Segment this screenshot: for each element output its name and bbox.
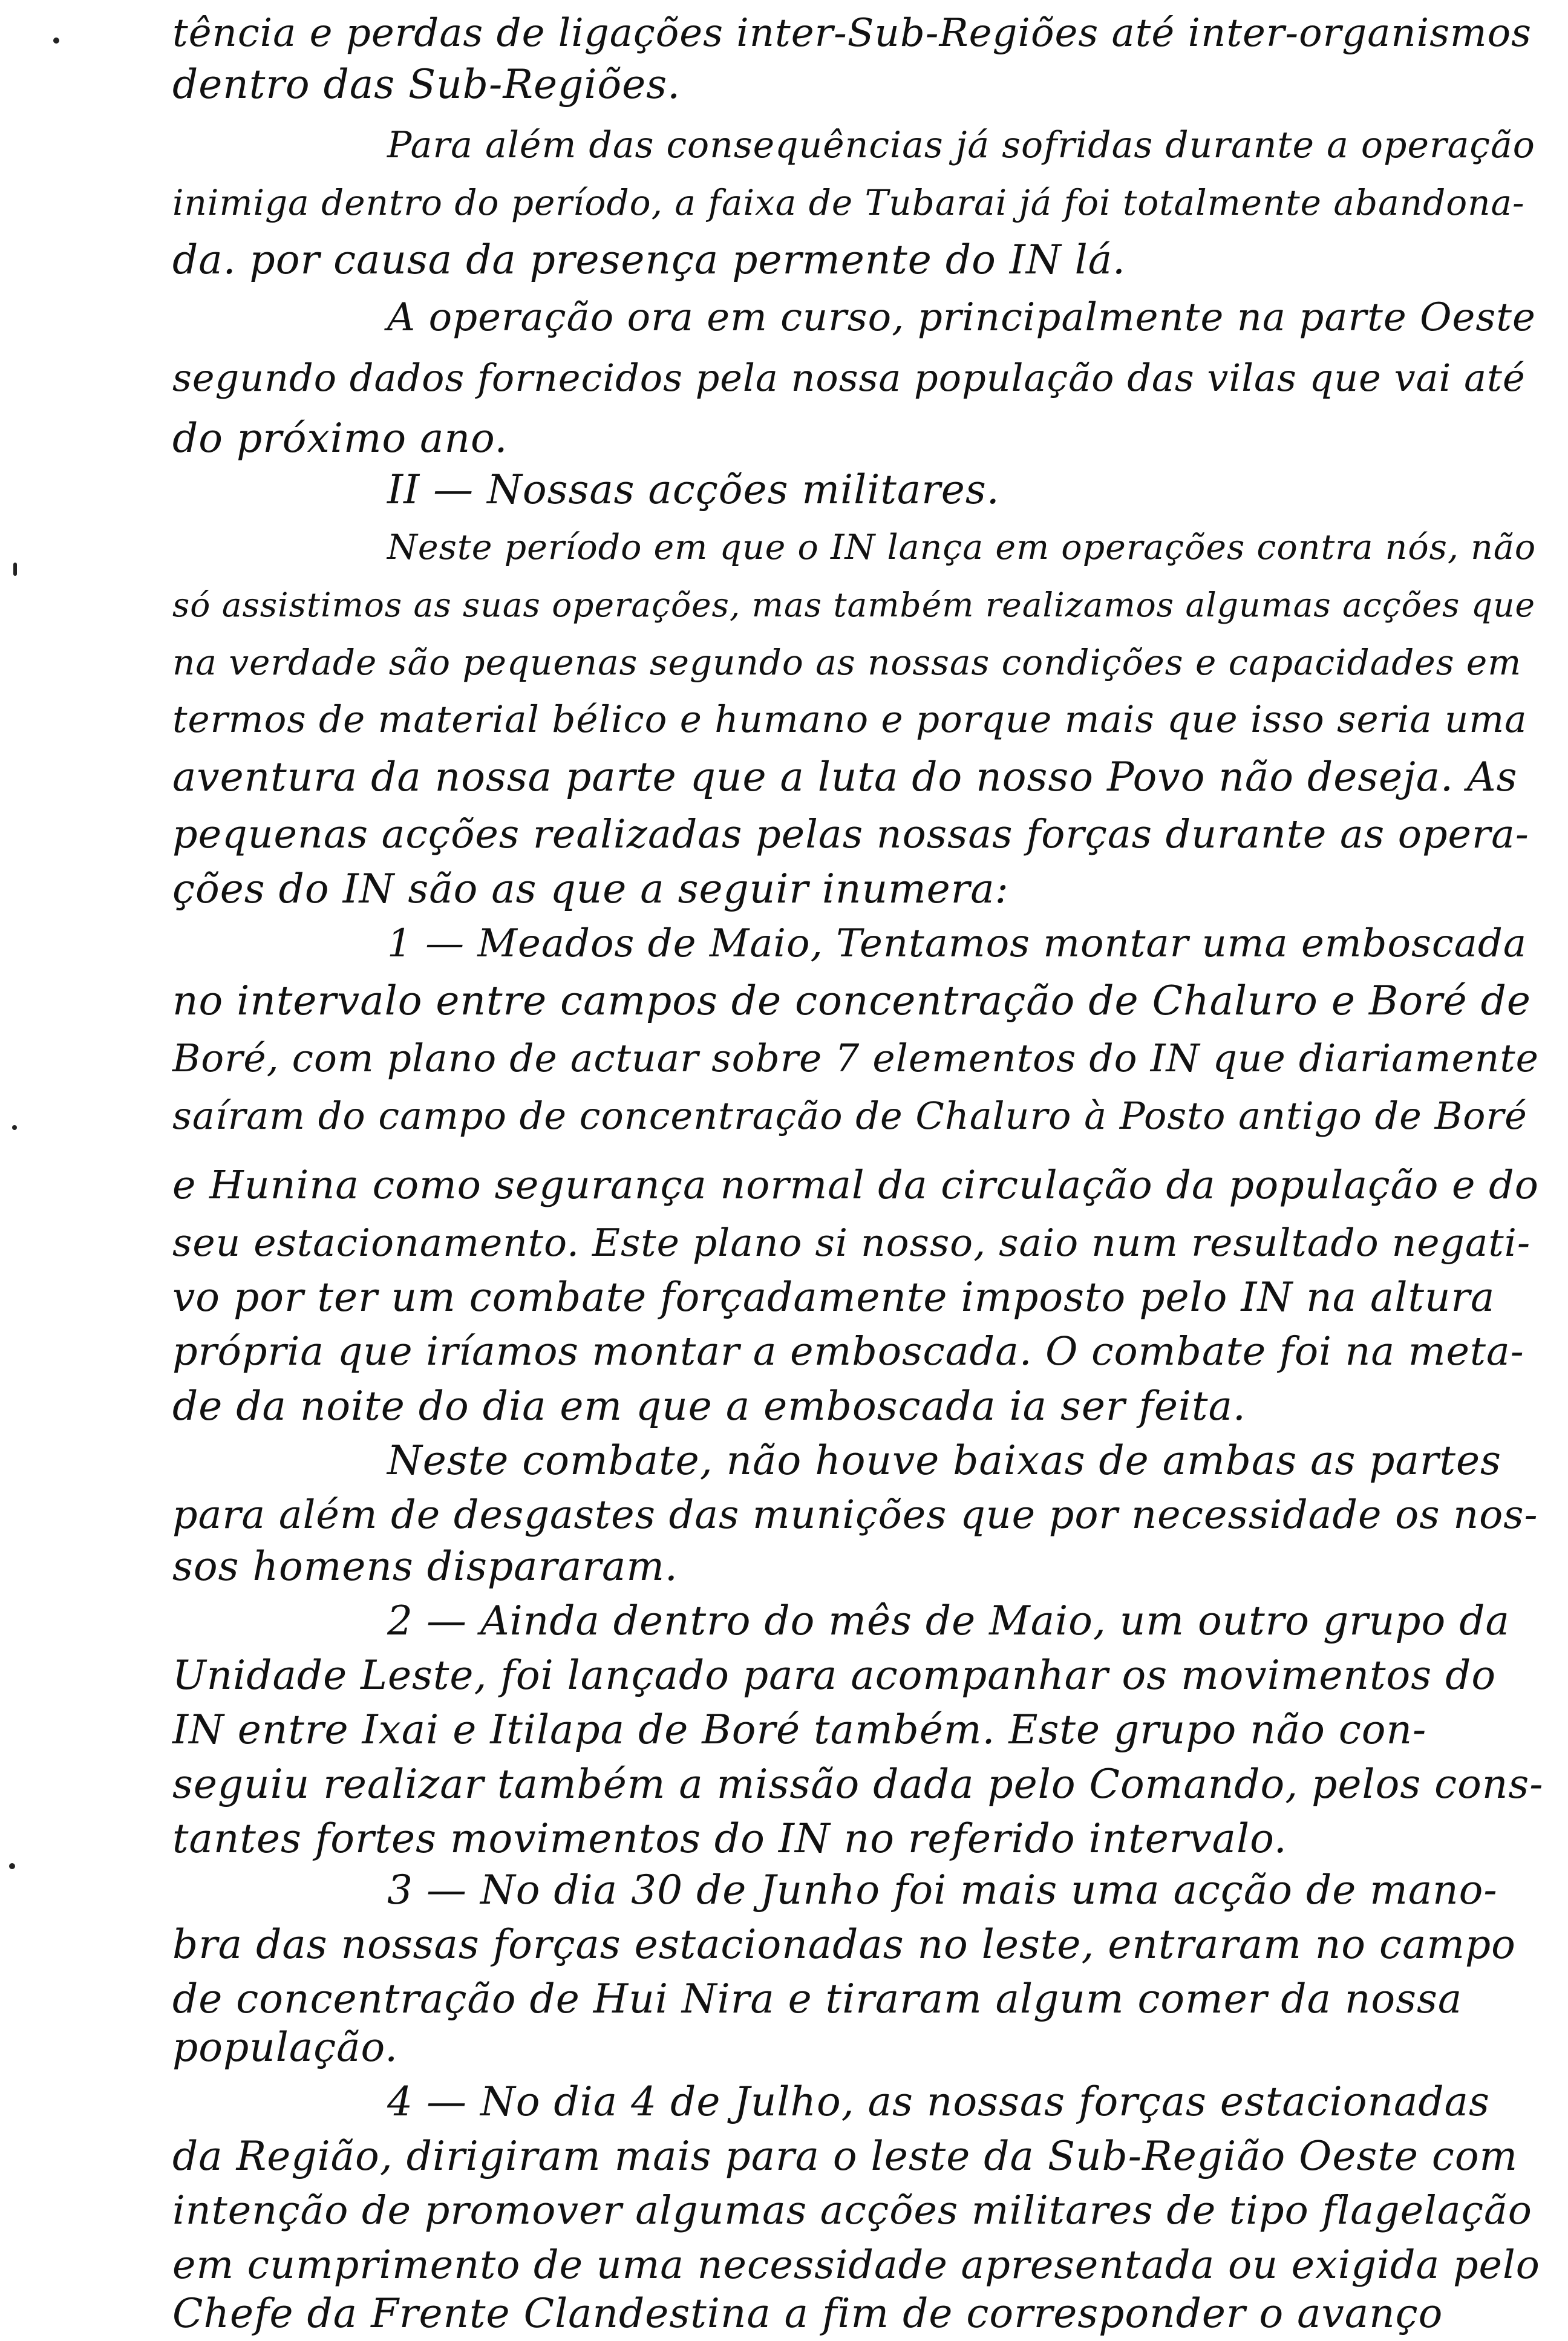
- text-line: no intervalo entre campos de concentração de Chaluro e Boré de: [172, 978, 1531, 1024]
- text-line: própria que iríamos montar a emboscada. O combate foi na meta-: [172, 1329, 1524, 1374]
- text-line: intenção de promover algumas acções militares de tipo flagelação: [172, 2188, 1532, 2233]
- text-line: seguiu realizar também a missão dada pelo Comando, pelos cons-: [172, 1761, 1544, 1807]
- text-line: Neste combate, não houve baixas de ambas as partes: [387, 1437, 1501, 1484]
- text-line: A operação ora em curso, principalmente na parte Oeste: [387, 295, 1536, 340]
- text-line: só assistimos as suas operações, mas também realizamos algumas acções que: [172, 586, 1536, 624]
- text-line: na verdade são pequenas segundo as nossas condições e capacidades em: [172, 642, 1522, 683]
- text-line: em cumprimento de uma necessidade apresentada ou exigida pelo: [172, 2242, 1540, 2288]
- text-line: aventura da nossa parte que a luta do nosso Povo não deseja. As: [172, 754, 1518, 800]
- text-line: IN entre Ixai e Itilapa de Boré também. Este grupo não con-: [172, 1706, 1427, 1753]
- text-line: ções do IN são as que a seguir inumera:: [172, 866, 1009, 912]
- text-line: Boré, com plano de actuar sobre 7 elementos do IN que diariamente: [172, 1036, 1539, 1080]
- text-line: do próximo ano.: [172, 415, 508, 462]
- text-line: inimiga dentro do período, a faixa de Tubarai já foi totalmente abandona-: [172, 182, 1525, 223]
- text-line: 2 — Ainda dentro do mês de Maio, um outro grupo da: [387, 1598, 1510, 1644]
- text-line: 3 — No dia 30 de Junho foi mais uma acção de mano-: [387, 1867, 1498, 1913]
- margin-mark: [13, 563, 17, 576]
- text-line: seu estacionamento. Este plano si nosso, saio num resultado negati-: [172, 1221, 1531, 1265]
- text-line: dentro das Sub-Regiões.: [172, 61, 681, 108]
- text-line: para além de desgastes das munições que por necessidade os nos-: [172, 1492, 1538, 1538]
- text-line: pequenas acções realizadas pelas nossas forças durante as opera-: [172, 812, 1529, 857]
- text-line: 1 — Meados de Maio, Tentamos montar uma emboscada: [387, 921, 1527, 966]
- text-line: termos de material bélico e humano e porque mais que isso seria uma: [172, 698, 1527, 741]
- text-line: 4 — No dia 4 de Julho, as nossas forças estacionadas: [387, 2078, 1490, 2125]
- section-heading: II — Nossas acções militares.: [387, 466, 1000, 513]
- text-line: Neste período em que o IN lança em operações contra nós, não: [387, 527, 1537, 567]
- text-line: de concentração de Hui Nira e tiraram algum comer da nossa: [172, 1976, 1463, 2022]
- text-line: de da noite do dia em que a emboscada ia ser feita.: [172, 1383, 1246, 1429]
- text-line: população.: [172, 2024, 399, 2071]
- text-line: bra das nossas forças estacionadas no leste, entraram no campo: [172, 1921, 1516, 1968]
- text-line: e Hunina como segurança normal da circulação da população e do: [172, 1163, 1539, 1208]
- text-line: sos homens dispararam.: [172, 1543, 678, 1590]
- text-line: segundo dados fornecidos pela nossa população das vilas que vai até: [172, 356, 1526, 400]
- text-line: Para além das consequências já sofridas durante a operação: [387, 124, 1535, 166]
- text-line: vo por ter um combate forçadamente imposto pelo IN na altura: [172, 1274, 1495, 1321]
- margin-mark: [9, 1863, 15, 1869]
- margin-mark: [12, 1125, 17, 1130]
- text-line: tência e perdas de ligações inter-Sub-Regiões até inter-organismos: [172, 11, 1532, 56]
- margin-mark: [53, 38, 59, 44]
- text-line: da Região, dirigiram mais para o leste da Sub-Região Oeste com: [172, 2133, 1518, 2179]
- text-line: tantes fortes movimentos do IN no referido intervalo.: [172, 1815, 1287, 1862]
- text-line: Unidade Leste, foi lançado para acompanhar os movimentos do: [172, 1652, 1497, 1699]
- text-line: saíram do campo de concentração de Chaluro à Posto antigo de Boré: [172, 1094, 1527, 1138]
- text-line: Chefe da Frente Clandestina a fim de corresponder o avanço: [172, 2290, 1443, 2337]
- text-line: da. por causa da presença permente do IN lá.: [172, 237, 1126, 283]
